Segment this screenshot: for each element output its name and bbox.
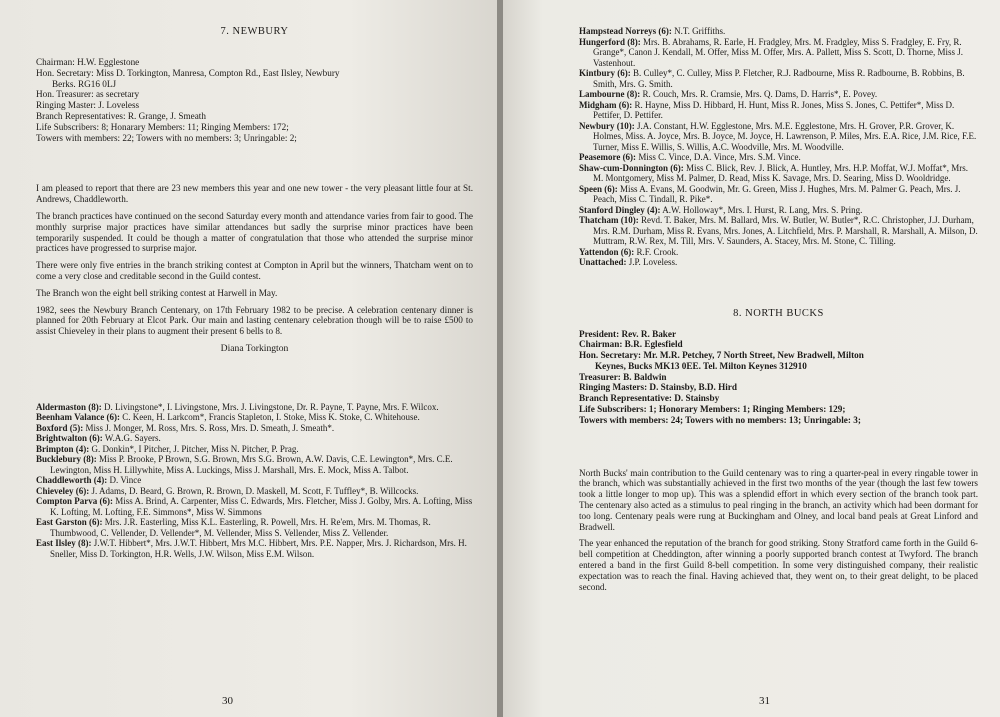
tower-name: Speen (6): xyxy=(579,183,618,194)
tower-name: Brimpton (4): xyxy=(36,443,90,454)
tower-members-list-continued xyxy=(579,26,978,268)
branch-heading-newbury: 7. NEWBURY xyxy=(220,26,289,37)
tower-name: Aldermaston (8): xyxy=(36,401,102,412)
tower-entry xyxy=(579,152,978,163)
tower-name: Hampstead Norreys (6): xyxy=(579,26,672,36)
officer-line: Life Subscribers: 8; Honarary Members: 11; Ringing Members: 172; xyxy=(36,121,289,132)
report-paragraph: 1982, sees the Newbury Branch Centenary, on 17th February 1982 to be precise. A celebration centenary dinner is planned for 20th February at Elcot Park. Our main and lasting centenary celebration though will be to raise £500 to assist Chieveley in their plans to augment their present 6 bells to 8. xyxy=(36,304,473,337)
tower-entry xyxy=(36,538,473,559)
tower-members: R. Couch, Mrs. R. Cramsie, Mrs. Q. Dams, D. Harris*, E. Povey. xyxy=(642,89,878,99)
tower-members: Miss P. Brooke, P Brown, S.G. Brown, Mrs S.G. Brown, A.W. Davis, C.E. Lewington*, Mrs. C.E. Lewington, Miss H. Lillywhite, Miss A. Luckings, Miss J. Marshall, Mrs. E. Mock, Miss A. Talbot. xyxy=(50,454,453,475)
tower-members: Mrs. J.R. Easterling, Miss K.L. Easterling, R. Powell, Mrs. H. Re'em, Mrs. M. Thomas, R. Thumbwood, C. Vellender, D. Vellender*, M. Vellender, Miss S. Vellender, Miss Z. Vellender. xyxy=(50,517,431,538)
tower-members: A.W. Holloway*, Mrs. I. Hurst, R. Lang, Mrs. S. Pring. xyxy=(662,204,863,215)
tower-entry xyxy=(36,496,473,517)
tower-name: Hungerford (8): xyxy=(579,36,641,47)
tower-members: B. Culley*, C. Culley, Miss P. Fletcher, R.J. Radbourne, Miss R. Radbourne, B. Robbins, B. Smith, Mrs. G. Smith. xyxy=(593,68,965,89)
tower-members: D. Vince xyxy=(109,475,142,486)
tower-entry xyxy=(579,215,978,247)
tower-members: G. Donkin*, I Pitcher, J. Pitcher, Miss N. Pitcher, P. Prag. xyxy=(91,443,299,454)
report-signature: Diana Torkington xyxy=(220,342,289,354)
officer-line: Hon. Treasurer: as secretary xyxy=(36,89,140,100)
right-page xyxy=(503,0,1000,717)
tower-entry xyxy=(36,433,473,444)
tower-name: Brightwalton (6): xyxy=(36,433,103,444)
tower-members: Mrs. B. Abrahams, R. Earle, H. Fradgley, Mrs. M. Fradgley, Miss S. Fradgley, E. Fry, R. Grange*, Canon J. Kendall, M. Offer, Miss M. Offer, Mrs. A. Pallett, Miss S. Scott, D. Thorne, Miss J. Vastenhout. xyxy=(593,36,964,68)
tower-entry xyxy=(579,184,978,205)
tower-members: J.W.T. Hibbert*, Mrs. J.W.T. Hibbert, Mrs M.C. Hibbert, Mrs. P.E. Napper, Mrs. J. Richardson, Mrs. H. Sneller, Miss D. Torkington, H.R. Wells, J.W. Wilson, Miss E.M. Wilson. xyxy=(50,538,467,559)
report-text xyxy=(579,468,978,593)
officer-line: Treasurer: B. Baldwin xyxy=(579,371,667,382)
tower-entry xyxy=(36,412,473,423)
tower-entry xyxy=(579,89,978,100)
officer-line: Chairman: H.W. Egglestone xyxy=(36,57,140,67)
tower-entry xyxy=(36,402,473,413)
tower-entry xyxy=(579,121,978,153)
tower-entry xyxy=(579,163,978,184)
officer-line: Branch Representative: D. Stainsby xyxy=(579,393,720,404)
page-number: 31 xyxy=(759,695,770,707)
tower-entry xyxy=(579,100,978,121)
report-text xyxy=(36,183,473,354)
officer-line: Chairman: B.R. Eglesfield xyxy=(579,339,683,350)
tower-entry xyxy=(36,444,473,455)
tower-members: W.A.G. Sayers. xyxy=(104,433,161,444)
tower-members: N.T. Griffiths. xyxy=(674,26,726,36)
branch-heading-north-bucks: 8. NORTH BUCKS xyxy=(733,307,824,319)
officer-line: Towers with members: 24; Towers with no members: 13; Unringable: 3; xyxy=(579,414,861,425)
tower-members: Miss A. Evans, M. Goodwin, Mr. G. Green, Miss J. Hughes, Mrs. M. Palmer G. Peach, Mrs. J. Peach, Miss C. Tindall, R. Pike*. xyxy=(593,183,961,204)
tower-name: Boxford (5): xyxy=(36,422,84,433)
tower-name: Stanford Dingley (4): xyxy=(579,204,661,215)
tower-name: Bucklebury (8): xyxy=(36,454,97,465)
tower-entry xyxy=(36,475,473,486)
tower-name: East Garston (6): xyxy=(36,517,103,528)
tower-members-list xyxy=(36,402,473,560)
tower-name: Unattached: xyxy=(579,257,627,267)
tower-entry xyxy=(579,37,978,69)
tower-entry xyxy=(36,486,473,497)
tower-name: Beenham Valance (6): xyxy=(36,412,120,423)
tower-name: Midgham (6): xyxy=(579,99,633,110)
tower-name: Yattendon (6): xyxy=(579,246,635,257)
tower-members: J.P. Loveless. xyxy=(628,257,678,267)
left-page xyxy=(0,0,497,717)
tower-entry xyxy=(36,517,473,538)
officer-line: Ringing Master: J. Loveless xyxy=(36,100,140,111)
tower-name: Thatcham (10): xyxy=(579,215,639,225)
tower-name: Chieveley (6): xyxy=(36,485,90,496)
tower-name: Lambourne (8): xyxy=(579,89,641,99)
report-paragraph: The branch practices have continued on the second Saturday every month and attendance varies from fair to good. The monthly surprise major practices have similar attendances but sadly the surprise minor practices have been temporarily suspended. It could be though a matter of congratulation that those who attended the surprise minor practices have progressed to surprise major. xyxy=(36,210,473,254)
tower-members: Revd. T. Baker, Mrs. M. Ballard, Mrs. W. Butler, W. Butler*, R.C. Christopher, J.J. Durham, Mrs. R.M. Durham, Miss R. Evans, Mrs. Jones, A. Litchfield, Mrs. P. Marshall, R. Marshall, A. Milson, D. Muttram, R.W. Rex, M. Till, Mrs. V. Saunders, A. Stacey, Mrs. M. Stone, C. Tilling. xyxy=(593,215,978,246)
tower-entry xyxy=(579,205,978,216)
tower-members: C. Keen, H. Larkcom*, Francis Stapleton, I. Stoke, Miss K. Stoke, C. Whitehouse. xyxy=(122,412,420,423)
officer-line: President: Rev. R. Baker xyxy=(579,328,677,339)
officer-line: Keynes, Bucks MK13 0EE. Tel. Milton Keynes 312910 xyxy=(595,360,807,371)
tower-entry xyxy=(579,26,978,37)
tower-name: Kintbury (6): xyxy=(579,68,631,78)
officer-line: Hon. Secretary: Miss D. Torkington, Manresa, Compton Rd., East Ilsley, Newbury xyxy=(36,67,340,78)
report-paragraph: There were only five entries in the branch striking contest at Compton in April but the winners, Thatcham went on to come a very close and creditable second in the Guild contest. xyxy=(36,260,473,281)
officer-line: Hon. Secretary: Mr. M.R. Petchey, 7 North Street, New Bradwell, Milton xyxy=(579,350,864,361)
tower-members: Miss C. Blick, Rev. J. Blick, A. Huntley, Mrs. H.P. Moffat, W.J. Moffat*, Mrs. M. Montgomery, Miss M. Palmer, D. Read, Miss K. Savage, Mrs. D. Searing, Miss D. Wooldridge. xyxy=(593,162,969,183)
tower-members: Miss A. Brind, A. Carpenter, Miss C. Edwards, Mrs. Fletcher, Miss J. Golby, Mrs. A. Lofting, Miss K. Lofting, M. Lofting, F.E. Simmons*, Miss W. Simmons xyxy=(50,496,473,517)
page-number: 30 xyxy=(222,695,233,707)
tower-name: Peasemore (6): xyxy=(579,152,637,162)
tower-members: J. Adams, D. Beard, G. Brown, R. Brown, D. Maskell, M. Scott, F. Tuffley*, B. Willcocks. xyxy=(91,485,419,496)
report-paragraph: North Bucks' main contribution to the Guild centenary was to ring a quarter-peal in every ringable tower in the branch, which was substantially achieved in the first two months of the year (though the last few towers took a little longer to mop up). This was a splendid effort in which every section of the branch took part. The centenary also acted as a stimulus to peal ringing in the branch, an activity which had been dormant for too long. Centenary peals were rung at Buckingham and Olney, and local band peals at Great Linford and Bradwell. xyxy=(579,467,978,532)
tower-name: Shaw-cum-Donnington (6): xyxy=(579,162,684,173)
report-paragraph: I am pleased to report that there are 23 new members this year and one new tower - the very pleasant little four at St. Andrews, Chaddleworth. xyxy=(36,183,473,205)
officer-line: Branch Representatives: R. Grange, J. Smeath xyxy=(36,110,206,121)
officer-line: Berks. RG16 0LJ xyxy=(52,78,117,89)
tower-name: Compton Parva (6): xyxy=(36,496,113,507)
tower-entry xyxy=(36,423,473,434)
tower-members: R. Hayne, Miss D. Hibbard, H. Hunt, Miss R. Jones, Miss S. Jones, C. Pettifer*, Miss D. Pettifer, D. Pettifer. xyxy=(593,99,955,120)
officer-line: Towers with members: 22; Towers with no members: 3; Unringable: 2; xyxy=(36,132,297,143)
tower-entry xyxy=(579,257,978,268)
officer-line: Ringing Masters: D. Stainsby, B.D. Hird xyxy=(579,382,737,393)
tower-members: Miss J. Monger, M. Ross, Mrs. S. Ross, Mrs. D. Smeath, J. Smeath*. xyxy=(85,422,335,433)
tower-name: East Ilsley (8): xyxy=(36,538,92,549)
report-paragraph: The year enhanced the reputation of the branch for good striking. Stony Stratford came forth in the Guild 6-bell competition at Cheddington, after winning a poorly supported branch contest at Twyford. The branch entered a band in the first Guild 8-bell competition. In some very distinguished company, their realistic expectation was to reach the final. Having achieved that, they went on, to their great delight, to be placed second. xyxy=(579,538,978,592)
tower-members: J.A. Constant, H.W. Egglestone, Mrs. M.E. Egglestone, Mrs. H. Grover, P.R. Grover, K. Holmes, Miss. A. Joyce, Mrs. B. Joyce, M. Joyce, H. Lawrenson, P. Miles, Mrs. E.A. Rice, J.M. Rice, F.E. Turner, Miss E. Willis, S. Willis, A.C. Woodville, Mrs. M. Woodville. xyxy=(593,120,977,152)
officers-block xyxy=(579,329,978,426)
officers-block xyxy=(36,57,473,143)
tower-entry xyxy=(579,68,978,89)
tower-entry xyxy=(579,247,978,258)
tower-members: Miss C. Vince, D.A. Vince, Mrs. S.M. Vince. xyxy=(638,152,801,162)
tower-entry xyxy=(36,454,473,475)
tower-name: Chaddleworth (4): xyxy=(36,475,108,486)
tower-members: R.F. Crook. xyxy=(636,246,679,257)
tower-name: Newbury (10): xyxy=(579,120,635,131)
officer-line: Life Subscribers: 1; Honorary Members: 1; Ringing Members: 129; xyxy=(579,404,846,415)
report-paragraph: The Branch won the eight bell striking contest at Harwell in May. xyxy=(36,287,278,298)
tower-members: D. Livingstone*, I. Livingstone, Mrs. J. Livingstone, Dr. R. Payne, T. Payne, Mrs. F. Wilcox. xyxy=(104,401,439,412)
